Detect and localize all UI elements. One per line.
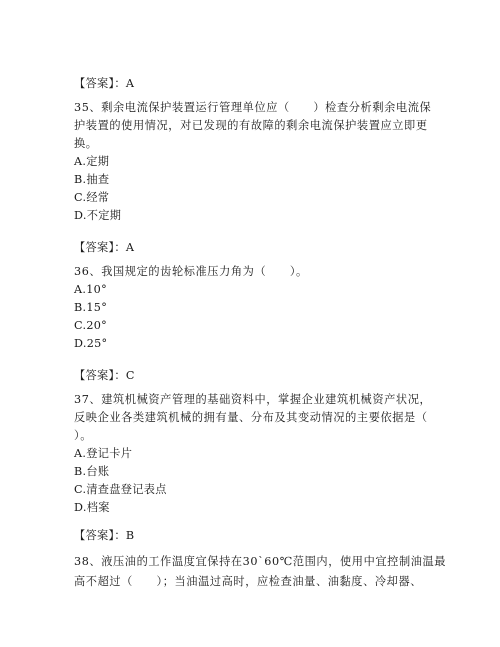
answer-line: 【答案】：A bbox=[74, 241, 135, 254]
question-text-line: ）。 bbox=[74, 429, 92, 442]
question-text-line: 高不超过（ ）；当油温过高时，应检查油量、油黏度、冷却器、 bbox=[74, 575, 423, 588]
option-a: A.登记卡片 bbox=[74, 447, 133, 460]
option-b: B.抽查 bbox=[74, 173, 110, 186]
option-d: D.档案 bbox=[74, 501, 110, 514]
option-c: C.20° bbox=[74, 319, 108, 332]
question-text-line: 38、液压油的工作温度宜保持在30`60℃范围内，使用中宜控制油温最 bbox=[74, 555, 447, 568]
option-d: D.25° bbox=[74, 337, 108, 350]
answer-line: 【答案】：C bbox=[74, 369, 135, 382]
question-text-line: 37、建筑机械资产管理的基础资料中，掌握企业建筑机械资产状况， bbox=[74, 393, 432, 406]
question-text-line: 护装置的使用情况，对已发现的有故障的剩余电流保护装置应立即更 bbox=[74, 119, 428, 132]
question-text-line: 换。 bbox=[74, 137, 98, 150]
option-c: C.清查盘登记表点 bbox=[74, 483, 167, 496]
option-a: A.10° bbox=[74, 283, 107, 296]
question-text-line: 35、剩余电流保护装置运行管理单位应（ ）检查分析剩余电流保 bbox=[74, 101, 432, 114]
question-text-line: 36、我国规定的齿轮标准压力角为（ ）。 bbox=[74, 265, 308, 278]
question-text-line: 反映企业各类建筑机械的拥有量、分布及其变动情况的主要依据是（ bbox=[74, 411, 428, 424]
answer-line: 【答案】：A bbox=[74, 77, 135, 90]
option-d: D.不定期 bbox=[74, 209, 122, 222]
option-a: A.定期 bbox=[74, 155, 110, 168]
option-b: B.15° bbox=[74, 301, 108, 314]
option-c: C.经常 bbox=[74, 191, 110, 204]
answer-line: 【答案】：B bbox=[74, 529, 135, 542]
option-b: B.台账 bbox=[74, 465, 110, 478]
